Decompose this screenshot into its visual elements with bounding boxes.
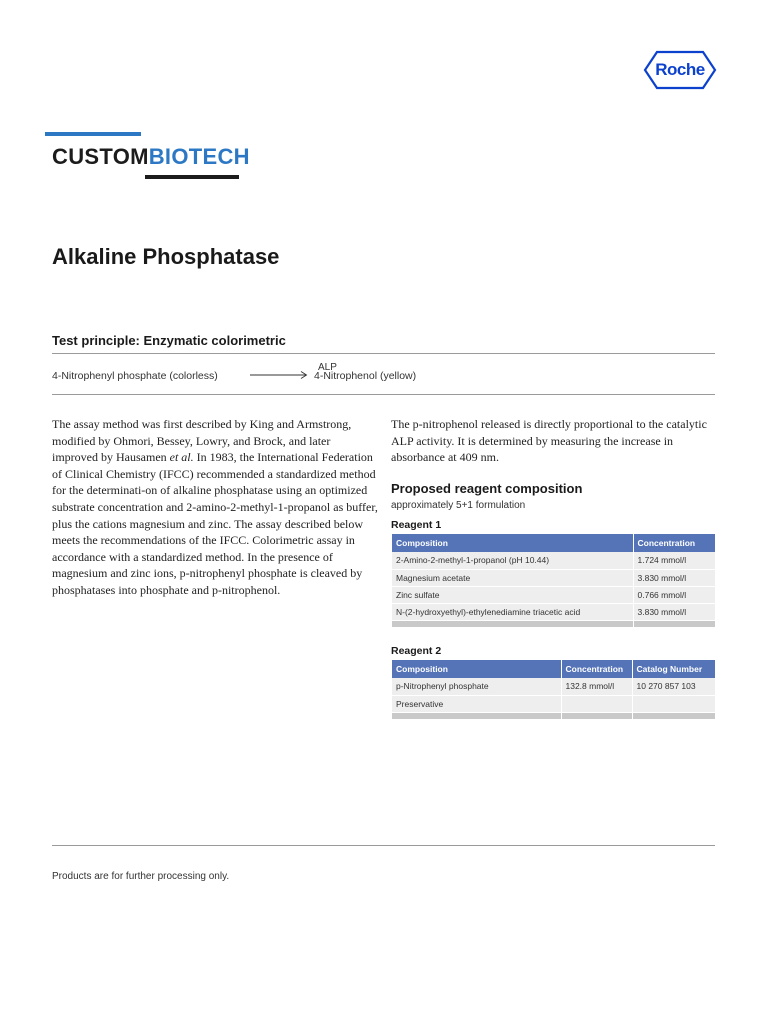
- logo-word-biotech: BIOTECH: [148, 144, 250, 169]
- reagent2-label: Reagent 2: [391, 645, 442, 657]
- table-cell: 0.766 mmol/l: [633, 586, 715, 603]
- logo-wordmark: [52, 144, 250, 170]
- logo-word-custom: CUSTOM: [52, 144, 149, 169]
- column-header: Composition: [392, 534, 633, 552]
- formulation-note: approximately 5+1 formulation: [391, 500, 526, 511]
- table-cell: p-Nitrophenyl phosphate: [392, 678, 561, 695]
- table-row: [392, 603, 715, 620]
- table-row: [392, 678, 715, 695]
- reagent1-label: Reagent 1: [391, 519, 442, 531]
- table-row: [392, 586, 715, 603]
- page-title: Alkaline Phosphatase: [52, 244, 280, 269]
- divider-reaction: [52, 394, 715, 395]
- column-header: Catalog Number: [632, 660, 715, 678]
- method-text-italic: et al.: [169, 450, 194, 465]
- reagent-composition-heading: Proposed reagent composition: [391, 481, 583, 496]
- table-header-row: [392, 534, 715, 552]
- table-cell: Zinc sulfate: [392, 586, 633, 603]
- custombiotech-logo: [45, 132, 250, 182]
- table-row: [392, 695, 715, 712]
- column-header: Composition: [392, 660, 561, 678]
- method-text-part1: The assay method was first described by King and Armstrong, modified by Ohmori, Bessey, Lowry, and Brock, and later improved by Hausamen: [52, 417, 352, 465]
- method-text-part2: In 1983, the International Federation of Clinical Chemistry (IFCC) recommended a standardized method for the determinati-on of alkaline phosphatase using an optimized substrate concentration and 2-amino-2-methyl-1-propanol as buffer, plus the cations magnesium and zinc. The assay described below meets the recommendations of the IFCC. Colorimetric assay in accordance with a standardized method. In the presence of magnesium and zinc ions, p-nitrophenyl phosphate is cleaved by phosphatases into phosphate and p-nitrophenol.: [52, 450, 378, 597]
- table-row: [392, 569, 715, 586]
- reaction-product: 4-Nitrophenol (yellow): [314, 370, 417, 382]
- reaction-arrow-icon: [250, 371, 308, 379]
- table-cell: 3.830 mmol/l: [633, 603, 715, 620]
- table-cell: [561, 695, 632, 712]
- column-header: Concentration: [633, 534, 715, 552]
- divider-top: [52, 353, 715, 354]
- table-cell: Preservative: [392, 695, 561, 712]
- test-principle-heading: Test principle: Enzymatic colorimetric: [52, 333, 286, 348]
- table-cell: N-(2-hydroxyethyl)-ethylenediamine triacetic acid: [392, 603, 633, 620]
- footer-divider: [52, 845, 715, 846]
- table-footer-bar: [392, 620, 715, 627]
- reaction-equation: [52, 362, 715, 390]
- table-footer-bar: [392, 712, 715, 719]
- table-header-row: [392, 660, 715, 678]
- table-cell: 3.830 mmol/l: [633, 569, 715, 586]
- table-cell: [632, 695, 715, 712]
- table-cell: 132.8 mmol/l: [561, 678, 632, 695]
- footer-note: Products are for further processing only.: [52, 871, 230, 882]
- table-cell: Magnesium acetate: [392, 569, 633, 586]
- roche-wordmark: Roche: [655, 60, 705, 79]
- roche-logo: [643, 50, 717, 90]
- method-description: [52, 416, 378, 599]
- reaction-substrate: 4-Nitrophenyl phosphate (colorless): [52, 370, 218, 382]
- table-cell: 1.724 mmol/l: [633, 552, 715, 569]
- table-row: [392, 552, 715, 569]
- column-header: Concentration: [561, 660, 632, 678]
- reagent1-table: [392, 534, 716, 628]
- table-cell: 2-Amino-2-methyl-1-propanol (pH 10.44): [392, 552, 633, 569]
- table-cell: 10 270 857 103: [632, 678, 715, 695]
- reagent2-table: [392, 660, 716, 720]
- logo-accent-bar-top: [45, 132, 141, 136]
- reaction-enzyme: ALP: [318, 362, 337, 373]
- measurement-description: The p-nitrophenol released is directly proportional to the catalytic ALP activity. It is determined by measuring the increase in absorbance at 409 nm.: [391, 417, 707, 465]
- logo-accent-bar-bottom: [145, 175, 239, 179]
